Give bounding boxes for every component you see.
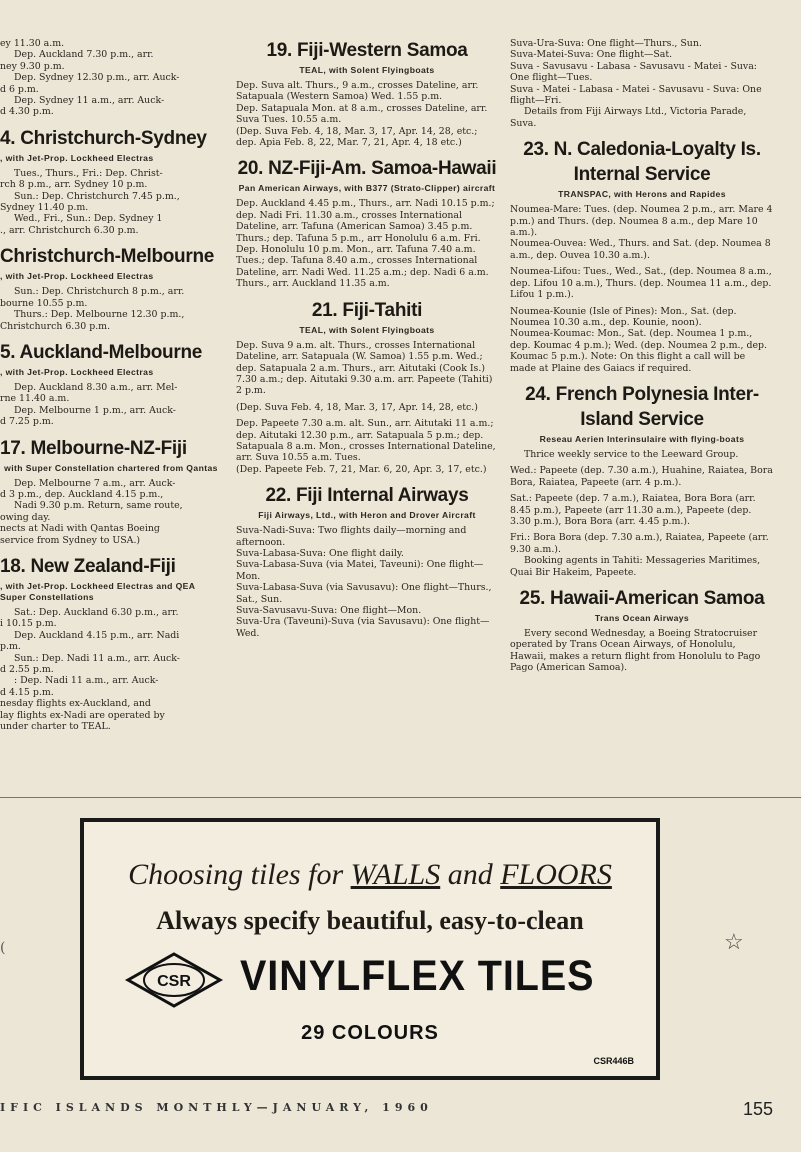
text-line: Tues., Thurs., Fri.: Dep. Christ-	[14, 167, 163, 179]
schedule-entry: Suva-Savusavu-Suva: One flight—Mon.	[236, 605, 422, 616]
text-line: owing day.	[0, 511, 51, 523]
text-line: ., arr. Christchurch 6.30 p.m.	[0, 224, 139, 236]
schedule-entry: (Dep. Papeete Feb. 7, 21, Mar. 6, 20, Apr. 3, 17, etc.)	[236, 463, 487, 475]
text-line: Sydney 11.40 p.m.	[0, 202, 89, 214]
schedule-entry: Suva-Labasa-Suva (via Matei, Taveuni): One flight—Mon.	[236, 559, 484, 582]
text-line: nects at Nadi with Qantas Boeing	[0, 523, 160, 535]
ad-code: CSR446B	[593, 1056, 634, 1066]
schedule-entry: Dep. Auckland 4.45 p.m., Thurs., arr. Nadi 10.15 p.m.; dep. Nadi Fri. 11.30 a.m., crosses International Dateline, arr. Tafuna (American Samoa) 3.45 p.m. Thurs.; dep. Tafuna 5 p.m., arr Honolulu 6 a.m. Fri.	[236, 198, 495, 244]
continued-top	[0, 38, 222, 118]
section-operator: TEAL, with Solent Flyingboats	[299, 324, 435, 335]
text-line: rne 11.40 a.m.	[0, 393, 70, 405]
schedule-entry: Suva - Savusavu - Labasa - Savusavu - Matei - Suva: One flight—Tues.	[510, 60, 757, 84]
section-title: 18. New Zealand-Fiji	[0, 555, 176, 577]
text-line: Sun.: Dep. Christchurch 7.45 p.m.,	[14, 190, 180, 202]
text-line: d 3 p.m., dep. Auckland 4.15 p.m.,	[0, 488, 164, 500]
section-operator: Reseau Aerien Interinsulaire with flying-boats	[539, 433, 745, 444]
continued-top	[510, 38, 774, 129]
route-section	[0, 436, 222, 546]
text-line: Dep. Auckland 7.30 p.m., arr.	[14, 49, 154, 61]
text-line: ey 11.30 a.m.	[0, 38, 65, 49]
text-line: p.m.	[0, 641, 21, 653]
route-section	[236, 38, 498, 148]
section-operator: , with Jet-Prop. Lockheed Electras and QEA Super Constellations	[0, 580, 196, 602]
section-operator: Fiji Airways, Ltd., with Heron and Drover Aircraft	[258, 510, 476, 521]
route-section	[0, 244, 222, 332]
text-line: d 4.15 p.m.	[0, 686, 54, 698]
text-line: lay flights ex-Nadi are operated by	[0, 709, 165, 721]
section-title: 19. Fiji-Western Samoa	[266, 40, 468, 61]
text-line: Dep. Auckland 4.15 p.m., arr. Nadi	[14, 629, 180, 641]
schedule-entry: Noumea-Ouvea: Wed., Thurs. and Sat. (dep. Noumea 8 a.m., dep. Ouvea 10.30 a.m.).	[510, 238, 771, 261]
section-title: 22. Fiji Internal Airways	[265, 485, 469, 507]
section-operator: , with Jet-Prop. Lockheed Electras	[0, 366, 154, 377]
schedule-entry: Noumea-Mare: Tues. (dep. Noumea 2 p.m., arr. Mare 4 p.m.) and Thurs. (dep. Noumea 8 a.m., dep Mare 10 a.m.).	[510, 204, 773, 239]
schedule-entry: (Dep. Suva Feb. 4, 18, Mar. 3, 17, Apr. 14, 28, etc.)	[236, 401, 478, 413]
schedule-entry: Thrice weekly service to the Leeward Group.	[524, 448, 739, 460]
schedule-entry: Noumea-Koumac: Mon., Sat. (dep. Noumea 1 p.m., dep. Koumac 4 p.m.); Wed. (dep. Noumea 2 p.m., dep. Koumac 5 p.m.). Note: On this flight a call will be made at Plaine des Gaiacs if required.	[510, 328, 767, 374]
text-line: Sat.: Dep. Auckland 6.30 p.m., arr.	[14, 606, 179, 618]
section-title: 4. Christchurch-Sydney	[0, 127, 207, 149]
ad-headline-part: Choosing tiles for	[128, 858, 351, 891]
text-line: d 4.30 p.m.	[0, 106, 54, 118]
column-middle	[236, 38, 498, 639]
ad-headline	[84, 858, 656, 892]
route-section	[236, 483, 498, 639]
section-operator: with Super Constellation chartered from Qantas	[4, 462, 218, 473]
text-line: Wed., Fri., Sun.: Dep. Sydney 1	[14, 213, 163, 225]
route-section	[510, 586, 774, 674]
schedule-entry: (Dep. Suva Feb. 4, 18, Mar. 3, 17, Apr. 14, 28, etc.; dep. Apia Feb. 8, 22, Mar. 7, 21, Apr. 4, 18 etc.)	[236, 125, 478, 149]
csr-logo	[124, 950, 224, 1010]
text-line: Dep. Sydney 11 a.m., arr. Auck-	[14, 95, 165, 107]
text-line: bourne 10.55 p.m.	[0, 297, 88, 309]
route-section	[510, 137, 774, 374]
text-line: Sun.: Dep. Nadi 11 a.m., arr. Auck-	[14, 652, 180, 664]
route-section	[510, 382, 774, 578]
text-line: d 6 p.m.	[0, 83, 39, 95]
text-line: d 7.25 p.m.	[0, 416, 54, 428]
text-line: service from Sydney to USA.)	[0, 534, 141, 546]
ad-tagline: Always specify beautiful, easy-to-clean	[156, 906, 584, 935]
page-number: 155	[742, 1099, 773, 1119]
vinylflex-advertisement	[80, 818, 660, 1080]
text-line: i 10.15 p.m.	[0, 618, 57, 630]
section-title: 5. Auckland-Melbourne	[0, 341, 203, 363]
schedule-entry: Suva-Labasa-Suva: One flight daily.	[236, 547, 404, 559]
ad-floors: FLOORS	[500, 858, 612, 891]
schedule-entry: Suva-Nadi-Suva: Two flights daily—morning and afternoon.	[236, 525, 467, 548]
schedule-entry: Dep. Papeete 7.30 a.m. alt. Sun., arr. Aitutaki 11 a.m.; dep. Aitutaki 12.30 p.m., arr. Satapuala 5 p.m.; dep. Satapuala 8 a.m. Mon., crosses International Dateline, arr. Suva 10.55 a.m. Tues.	[236, 418, 496, 464]
route-section	[0, 554, 222, 732]
column-right	[510, 38, 774, 674]
column-left	[0, 38, 222, 732]
schedule-entry: Noumea-Kounie (Isle of Pines): Mon., Sat. (dep. Noumea 10.30 a.m., dep. Kounie, noon).	[510, 305, 737, 328]
section-title: 25. Hawaii-American Samoa	[519, 588, 765, 609]
text-line: ney 9.30 p.m.	[0, 60, 65, 72]
route-section	[0, 126, 222, 236]
schedule-entry: Every second Wednesday, a Boeing Stratocruiser operated by Trans Ocean Airways, of Honolulu, Hawaii, makes a return flight from Honolulu to Pago Pago (American Samoa).	[510, 628, 761, 674]
schedule-entry: Suva-Matei-Suva: One flight—Sat.	[510, 49, 673, 61]
text-line: Dep. Sydney 12.30 p.m., arr. Auck-	[14, 72, 180, 84]
section-operator: TEAL, with Solent Flyingboats	[299, 65, 435, 75]
margin-mark-icon: (	[0, 940, 6, 956]
text-line: Thurs.: Dep. Melbourne 12.30 p.m.,	[14, 309, 185, 321]
schedule-entry: Dep. Honolulu 10 p.m. Mon., arr. Tafuna 7.40 a.m. Tues.; dep. Tafuna 8.40 a.m., crosses International Dateline, arr. Nadi Wed. 11.25 a.m.; dep. Nadi 6 a.m. Thurs., arr. Auckland 11.35 a.m.	[236, 244, 489, 290]
ad-product-name: VINYLFLEX TILES	[240, 952, 595, 1000]
schedule-entry: Suva - Matei - Labasa - Matei - Savusavu - Suva: One flight—Fri.	[510, 83, 762, 107]
ad-and: and	[440, 858, 501, 891]
schedule-entry: Dep. Suva 9 a.m. alt. Thurs., crosses International Dateline, arr. Satapuala (W. Samoa) 1.55 p.m. Wed.; dep. Satapuala 2 a.m. Thurs., arr. Aitutaki (Cook Is.) 7.30 a.m.; dep. Aitutaki 9.30 a.m. arr. Papeete (Tahiti) 2 p.m.	[236, 339, 493, 397]
text-line: Dep. Melbourne 7 a.m., arr. Auck-	[14, 477, 176, 489]
schedule-entry: Details from Fiji Airways Ltd., Victoria Parade, Suva.	[510, 106, 747, 129]
section-title: 23. N. Caledonia-Loyalty Is. Internal Service	[523, 139, 761, 186]
text-line: rch 8 p.m., arr. Sydney 10 p.m.	[0, 179, 148, 191]
text-line: nesday flights ex-Auckland, and	[0, 698, 151, 710]
text-line: under charter to TEAL.	[0, 721, 111, 733]
text-line: Dep. Auckland 8.30 a.m., arr. Mel-	[14, 381, 178, 393]
ad-colours: 29 COLOURS	[301, 1022, 439, 1044]
schedule-entry: Suva-Labasa-Suva (via Savusavu): One flight—Thurs., Sat., Sun.	[236, 582, 492, 605]
text-line: Nadi 9.30 p.m. Return, same route,	[14, 500, 183, 512]
star-mark-icon: ☆	[724, 930, 744, 955]
route-section	[0, 340, 222, 428]
section-operator: Pan American Airways, with B377 (Strato-Clipper) aircraft	[238, 183, 496, 194]
route-section	[236, 298, 498, 475]
section-title: 24. French Polynesia Inter-Island Service	[525, 383, 759, 430]
ad-walls: WALLS	[350, 858, 441, 891]
section-operator: , with Jet-Prop. Lockheed Electras	[0, 152, 154, 163]
schedule-entry: Dep. Satapuala Mon. at 8 a.m., crosses Dateline, arr. Suva Tues. 10.55 a.m.	[236, 102, 488, 126]
schedule-entry: Suva-Ura-Suva: One flight—Thurs., Sun.	[510, 38, 702, 49]
section-title: Christchurch-Melbourne	[0, 246, 215, 268]
text-line: d 2.55 p.m.	[0, 664, 54, 675]
text-line: : Dep. Nadi 11 a.m., arr. Auck-	[14, 675, 159, 687]
section-operator: TRANSPAC, with Herons and Rapides	[558, 189, 726, 200]
logo-text: CSR	[157, 973, 191, 990]
schedule-entry: Dep. Suva alt. Thurs., 9 a.m., crosses Dateline, arr. Satapuala (Western Samoa) Wed. 1.55 p.m.	[236, 80, 479, 103]
section-operator: , with Jet-Prop. Lockheed Electras	[0, 271, 154, 282]
schedule-entry: Suva-Ura (Taveuni)-Suva (via Savusavu): One flight—Wed.	[236, 616, 490, 639]
text-line: Dep. Melbourne 1 p.m., arr. Auck-	[14, 404, 176, 416]
section-title: 21. Fiji-Tahiti	[311, 299, 423, 321]
schedule-entry: Wed.: Papeete (dep. 7.30 a.m.), Huahine, Raiatea, Bora Bora, Raiatea, Papeete (arr. 4 p.m.).	[510, 465, 773, 488]
divider-rule	[0, 797, 801, 798]
schedule-entry: Sat.: Papeete (dep. 7 a.m.), Raiatea, Bora Bora (arr. 8.45 p.m.), Papeete (arr 11.30 a.m.), Papeete (dep. 3.30 p.m.), Bora Bora (arr. 4.45 p.m.).	[510, 493, 756, 527]
section-operator: Trans Ocean Airways	[594, 613, 690, 623]
text-line: Sun.: Dep. Christchurch 8 p.m., arr.	[14, 286, 185, 298]
schedule-entry: Fri.: Bora Bora (dep. 7.30 a.m.), Raiatea, Papeete (arr. 9.30 a.m.).	[510, 532, 769, 555]
section-title: 20. NZ-Fiji-Am. Samoa-Hawaii	[237, 158, 497, 180]
text-line: Christchurch 6.30 p.m.	[0, 320, 111, 332]
route-section	[236, 156, 498, 289]
schedule-entry: Booking agents in Tahiti: Messageries Maritimes, Quai Bir Hakeim, Papeete.	[510, 555, 761, 578]
schedule-entry: Noumea-Lifou: Tues., Wed., Sat., (dep. Noumea 8 a.m., dep. Lifou 10 a.m.), Thurs. (dep. Noumea 11 a.m., dep. Lifou 1 p.m.).	[510, 266, 772, 301]
section-title: 17. Melbourne-NZ-Fiji	[0, 437, 187, 459]
running-footer: IFIC ISLANDS MONTHLY—JANUARY, 1960	[0, 1101, 433, 1114]
